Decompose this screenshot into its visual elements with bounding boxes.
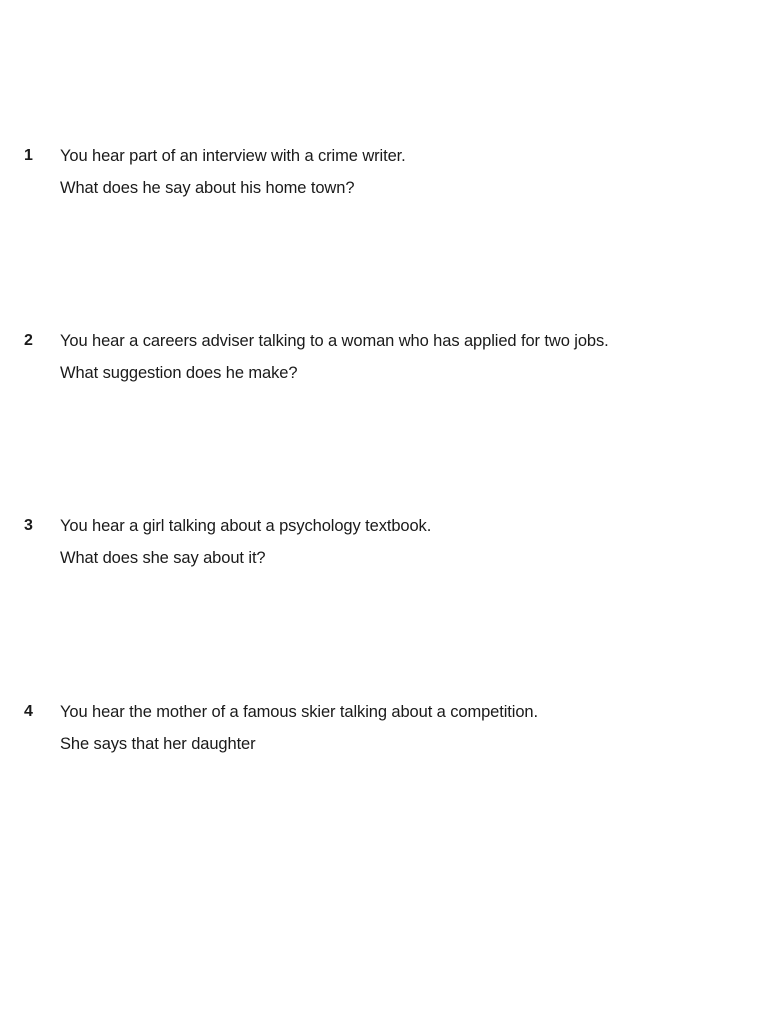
question-prompt: What does he say about his home town? bbox=[60, 179, 355, 197]
question-number: 4 bbox=[24, 703, 33, 720]
question-number: 1 bbox=[24, 147, 33, 164]
question-context: You hear a careers adviser talking to a woman who has applied for two jobs. bbox=[60, 332, 609, 350]
question-prompt: What suggestion does he make? bbox=[60, 364, 298, 382]
question-number: 2 bbox=[24, 332, 33, 349]
question-number: 3 bbox=[24, 517, 33, 534]
question-prompt: She says that her daughter bbox=[60, 735, 256, 753]
question-context: You hear the mother of a famous skier talking about a competition. bbox=[60, 703, 538, 721]
question-context: You hear part of an interview with a crime writer. bbox=[60, 147, 406, 165]
question-context: You hear a girl talking about a psychology textbook. bbox=[60, 517, 432, 535]
question-prompt: What does she say about it? bbox=[60, 549, 266, 567]
